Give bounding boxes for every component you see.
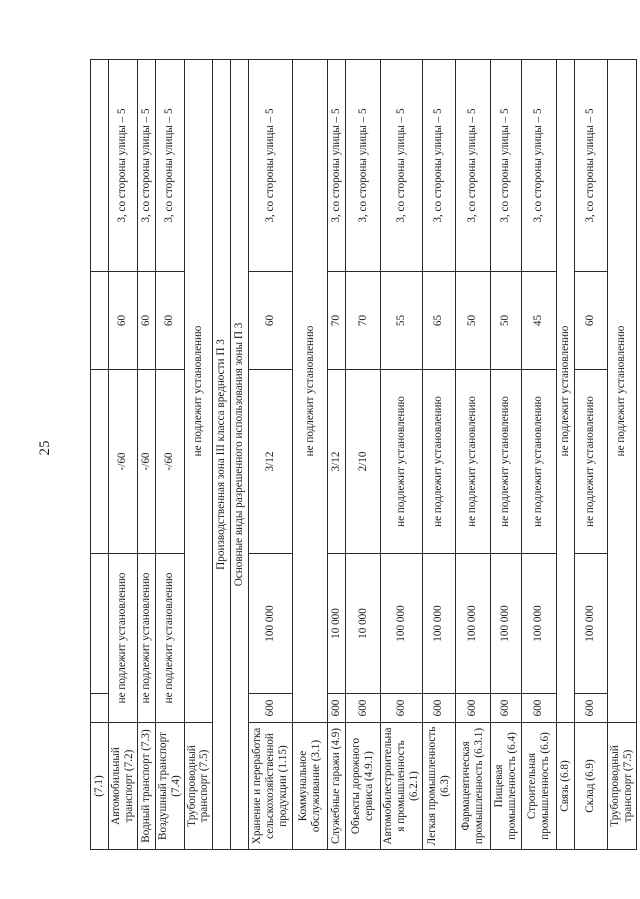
ratio-cell (91, 272, 109, 370)
use-name-cell: Водный транспорт (7.3) (137, 723, 155, 850)
use-name-cell: Строительная промышленность (6.6) (521, 723, 556, 850)
height-cell: 10 000 (328, 554, 346, 694)
use-name-cell: Трубопроводный транспорт (7.5) (607, 723, 636, 850)
ratio-cell: 60 (249, 272, 293, 370)
setback-cell: 3, со стороны улицы – 5 (109, 60, 138, 272)
table-row (213, 60, 231, 850)
height-cell: 100 000 (490, 554, 521, 694)
coverage-cell: 2/10 (346, 370, 381, 554)
coverage-cell: не подлежит установлению (490, 370, 521, 554)
area-cell: 600 (346, 694, 381, 723)
table-row (556, 60, 574, 850)
area-cell: 600 (455, 694, 490, 723)
ratio-cell: 70 (328, 272, 346, 370)
use-name-cell: Трубопроводный транспорт (7.5) (184, 723, 213, 850)
height-cell: 100 000 (249, 554, 293, 694)
use-name-cell: Объекты дорожного сервиса (4.9.1) (346, 723, 381, 850)
table-row (137, 60, 155, 850)
area-cell: 600 (574, 694, 607, 723)
height-cell: 100 000 (521, 554, 556, 694)
area-cell: 600 (521, 694, 556, 723)
area-cell: 600 (422, 694, 455, 723)
use-name-cell: Пищевая промышленность (6.4) (490, 723, 521, 850)
table-row (381, 60, 423, 850)
table-row (293, 60, 328, 850)
coverage-cell: -/60 (109, 370, 138, 554)
ratio-cell: 60 (137, 272, 155, 370)
setback-cell: 3, со стороны улицы – 5 (346, 60, 381, 272)
area-cell (91, 694, 109, 723)
ratio-cell: 60 (109, 272, 138, 370)
use-name-cell: Служебные гаражи (4.9) (328, 723, 346, 850)
section-heading-cell: Производственная зона III класса вредности П 3 (213, 60, 231, 850)
setback-cell: 3, со стороны улицы – 5 (328, 60, 346, 272)
area-cell: 600 (381, 694, 423, 723)
table-row (490, 60, 521, 850)
coverage-cell: не подлежит установлению (422, 370, 455, 554)
zone-parameters-table (90, 59, 637, 850)
table-body (91, 60, 637, 850)
setback-cell: 3, со стороны улицы – 5 (455, 60, 490, 272)
area-cell: 600 (490, 694, 521, 723)
coverage-cell: не подлежит установлению (521, 370, 556, 554)
page-number: 25 (37, 440, 53, 456)
height-cell: 100 000 (422, 554, 455, 694)
ratio-cell: 60 (155, 272, 184, 370)
use-name-cell: Хранение и переработка сельскохозяйственной продукции (1.15) (249, 723, 293, 850)
area-cell: не подлежит установлению (155, 554, 184, 723)
merged-parameter-cell: не подлежит установлению (293, 60, 328, 723)
use-name-cell: Автомобильный транспорт (7.2) (109, 723, 138, 850)
ratio-cell: 60 (574, 272, 607, 370)
coverage-cell: 3/12 (328, 370, 346, 554)
ratio-cell: 70 (346, 272, 381, 370)
setback-cell: 3, со стороны улицы – 5 (155, 60, 184, 272)
table-row (184, 60, 213, 850)
use-name-cell: Фармацевтическая промышленность (6.3.1) (455, 723, 490, 850)
rotated-table (90, 60, 634, 850)
table-container (90, 60, 634, 850)
use-name-cell: Воздушный транспорт (7.4) (155, 723, 184, 850)
area-cell: 600 (328, 694, 346, 723)
setback-cell (91, 60, 109, 272)
height-cell: 10 000 (346, 554, 381, 694)
merged-parameter-cell: не подлежит установлению (556, 60, 574, 723)
table-row (346, 60, 381, 850)
table-row (422, 60, 455, 850)
table-row (521, 60, 556, 850)
setback-cell: 3, со стороны улицы – 5 (422, 60, 455, 272)
coverage-cell: -/60 (155, 370, 184, 554)
height-cell (91, 554, 109, 694)
use-name-cell: Коммунальное обслуживание (3.1) (293, 723, 328, 850)
use-name-cell: Легкая промышленность (6.3) (422, 723, 455, 850)
setback-cell: 3, со стороны улицы – 5 (381, 60, 423, 272)
use-name-cell: Склад (6.9) (574, 723, 607, 850)
merged-parameter-cell: не подлежит установлению (607, 60, 636, 723)
table-row (249, 60, 293, 850)
setback-cell: 3, со стороны улицы – 5 (137, 60, 155, 272)
table-row (109, 60, 138, 850)
table-row (607, 60, 636, 850)
setback-cell: 3, со стороны улицы – 5 (574, 60, 607, 272)
table-row (231, 60, 249, 850)
table-row (574, 60, 607, 850)
coverage-cell (91, 370, 109, 554)
coverage-cell: -/60 (137, 370, 155, 554)
table-row (91, 60, 109, 850)
ratio-cell: 65 (422, 272, 455, 370)
ratio-cell: 50 (490, 272, 521, 370)
table-row (155, 60, 184, 850)
table-row (455, 60, 490, 850)
use-name-cell: Связь (6.8) (556, 723, 574, 850)
height-cell: 100 000 (381, 554, 423, 694)
table-row (328, 60, 346, 850)
coverage-cell: 3/12 (249, 370, 293, 554)
coverage-cell: не подлежит установлению (455, 370, 490, 554)
height-cell: 100 000 (574, 554, 607, 694)
section-heading-cell: Основные виды разрешенного использования зоны П 3 (231, 60, 249, 850)
area-cell: не подлежит установлению (137, 554, 155, 723)
ratio-cell: 45 (521, 272, 556, 370)
setback-cell: 3, со стороны улицы – 5 (490, 60, 521, 272)
use-name-cell: (7.1) (91, 723, 109, 850)
coverage-cell: не подлежит установлению (381, 370, 423, 554)
height-cell: 100 000 (455, 554, 490, 694)
setback-cell: 3, со стороны улицы – 5 (249, 60, 293, 272)
ratio-cell: 55 (381, 272, 423, 370)
setback-cell: 3, со стороны улицы – 5 (521, 60, 556, 272)
coverage-cell: не подлежит установлению (574, 370, 607, 554)
ratio-cell: 50 (455, 272, 490, 370)
use-name-cell: Автомобилестроительная промышленность (6.2.1) (381, 723, 423, 850)
merged-parameter-cell: не подлежит установлению (184, 60, 213, 723)
area-cell: 600 (249, 694, 293, 723)
area-cell: не подлежит установлению (109, 554, 138, 723)
